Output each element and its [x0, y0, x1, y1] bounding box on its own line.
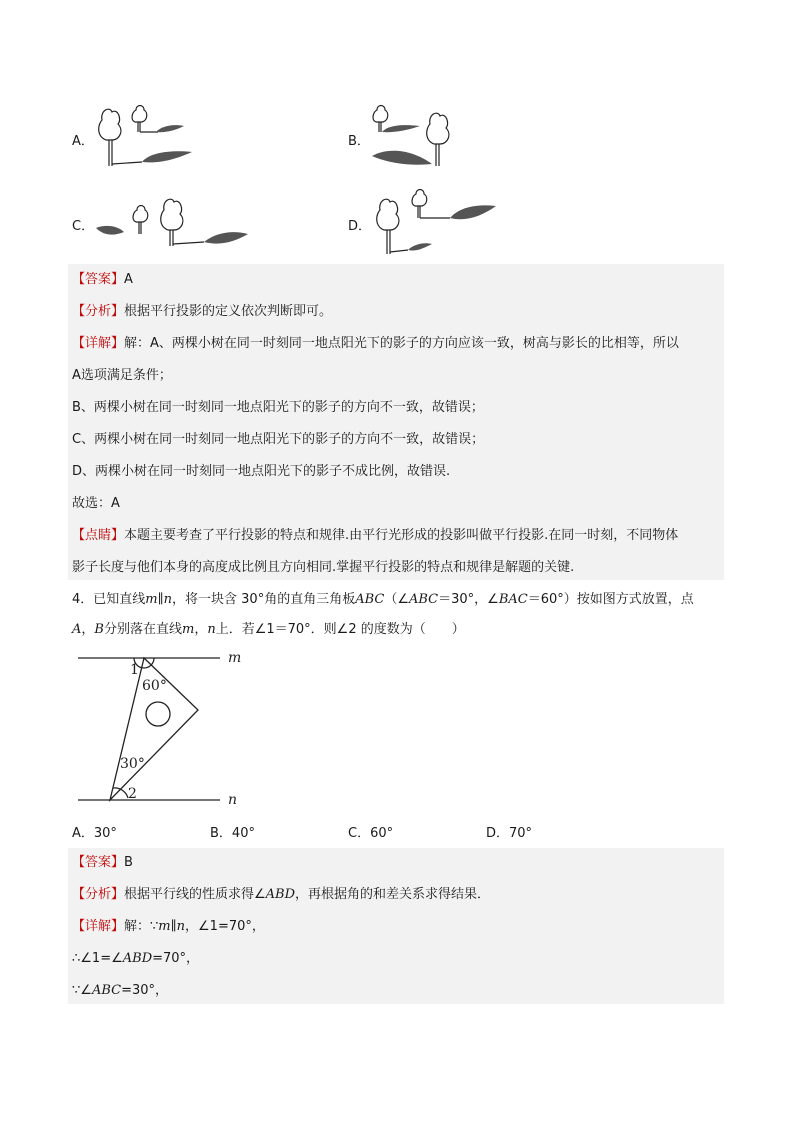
- q4-math-n: n: [207, 622, 216, 637]
- label-60: 60°: [142, 678, 167, 694]
- q4-detail-line-1: [72, 917, 265, 937]
- q4-option-a: A．30°: [72, 826, 117, 841]
- math-mn: m∥n: [158, 919, 186, 934]
- choose-line: 故选：A: [72, 496, 120, 511]
- option-a-label: A．: [72, 134, 94, 149]
- q4-option-c: C．60°: [348, 826, 394, 841]
- label-n: n: [228, 792, 238, 808]
- detail-text: 解：∵: [124, 919, 159, 934]
- q4-text: （∠: [384, 592, 409, 607]
- detail-line-2: A选项满足条件；: [72, 368, 172, 383]
- detail-line-4: C、两棵小树在同一时刻同一地点阳光下的影子的方向不一致，故错误；: [72, 432, 485, 447]
- math-abd: ABD: [122, 951, 153, 966]
- q4-text: 上．若∠1＝70°．则∠2 的度数为（ ）: [215, 622, 465, 637]
- question-4-line-2: [72, 620, 465, 640]
- detail-line-1: [72, 334, 679, 354]
- option-b-label: B．: [348, 134, 370, 149]
- question-number: 4．: [72, 592, 94, 607]
- analysis-text: 根据平行线的性质求得∠: [124, 887, 266, 902]
- q4-option-b: B．40°: [210, 826, 255, 841]
- option-d-label: D．: [348, 219, 372, 234]
- q4-math-a: A: [72, 622, 82, 637]
- analysis-text: ，再根据角的和差关系求得结果．: [295, 887, 491, 902]
- math-abd: ABD: [265, 887, 296, 902]
- comment-line-2: 影子长度与他们本身的高度成比例且方向相同.掌握平行投影的特点和规律是解题的关键.: [72, 560, 575, 575]
- detail-text: =30°，: [121, 983, 169, 998]
- option-c-label: C．: [72, 219, 95, 234]
- detail-text-1: 解：A、两棵小树在同一时刻同一地点阳光下的影子的方向应该一致，树高与影长的比相等，所以: [124, 336, 679, 351]
- option-d-figure: [370, 184, 500, 260]
- q4-text: ，: [194, 622, 208, 637]
- answer-line: [72, 270, 133, 290]
- detail-text: ∵∠: [72, 983, 92, 998]
- q4-analysis-line: [72, 885, 490, 905]
- detail-line-3: B、两棵小树在同一时刻同一地点阳光下的影子的方向不一致，故错误；: [72, 400, 484, 415]
- option-a-figure: [92, 100, 192, 172]
- q4-math-abc: ABC: [355, 592, 385, 607]
- math-abc: ABC: [91, 983, 122, 998]
- comment-text-1: 本题主要考查了平行投影的特点和规律.由平行光形成的投影叫做平行投影.在同一时刻，不同物体: [124, 528, 679, 543]
- label-m: m: [228, 650, 242, 666]
- q4-text: 分别落在直线: [103, 622, 182, 637]
- q4-text: ＝60°）按如图方式放置，点: [527, 592, 694, 607]
- option-b-figure: [370, 100, 470, 172]
- q4-math-b: B: [94, 622, 104, 637]
- detail-text: ，∠1=70°，: [185, 919, 265, 934]
- analysis-line: [72, 302, 332, 322]
- detail-text: =70°，: [152, 951, 200, 966]
- option-c-figure: [92, 188, 252, 260]
- comment-tag: 【点睛】: [72, 528, 125, 543]
- analysis-tag: 【分析】: [72, 304, 125, 319]
- q4-math-m: m: [181, 622, 195, 637]
- detail-tag: 【详解】: [72, 919, 125, 934]
- q4-text: 已知直线: [93, 592, 146, 607]
- comment-line-1: [72, 526, 678, 546]
- q4-detail-line-2: [72, 949, 199, 969]
- angle-30-arc: [113, 788, 128, 798]
- answer-tag: 【答案】: [72, 272, 125, 287]
- question-4-figure: [70, 648, 250, 808]
- q4-math-abc: ABC: [409, 592, 439, 607]
- analysis-text: 根据平行投影的定义依次判断即可。: [124, 304, 333, 319]
- label-30: 30°: [120, 756, 145, 772]
- q4-text: ＝30°，∠: [438, 592, 499, 607]
- q4-answer-line: [72, 853, 133, 873]
- q4-option-d: D．70°: [486, 826, 533, 841]
- q4-text: ，: [81, 622, 95, 637]
- analysis-tag: 【分析】: [72, 887, 125, 902]
- answer-value: A: [124, 272, 133, 287]
- label-angle-1: 1: [130, 662, 139, 678]
- label-angle-2: 2: [128, 786, 137, 802]
- answer-value: B: [124, 855, 133, 870]
- question-4-line-1: [72, 590, 694, 610]
- detail-text: ∴∠1=∠: [72, 951, 123, 966]
- detail-line-5: D、两棵小树在同一时刻同一地点阳光下的影子不成比例，故错误.: [72, 464, 451, 479]
- q4-math-bac: BAC: [498, 592, 528, 607]
- detail-tag: 【详解】: [72, 336, 125, 351]
- q4-detail-line-3: [72, 981, 168, 1001]
- q4-text: ，将一块含 30°角的直角三角板: [172, 592, 356, 607]
- q4-math-mn: m∥n: [145, 592, 173, 607]
- triangle-hole: [146, 702, 170, 726]
- answer-tag: 【答案】: [72, 855, 125, 870]
